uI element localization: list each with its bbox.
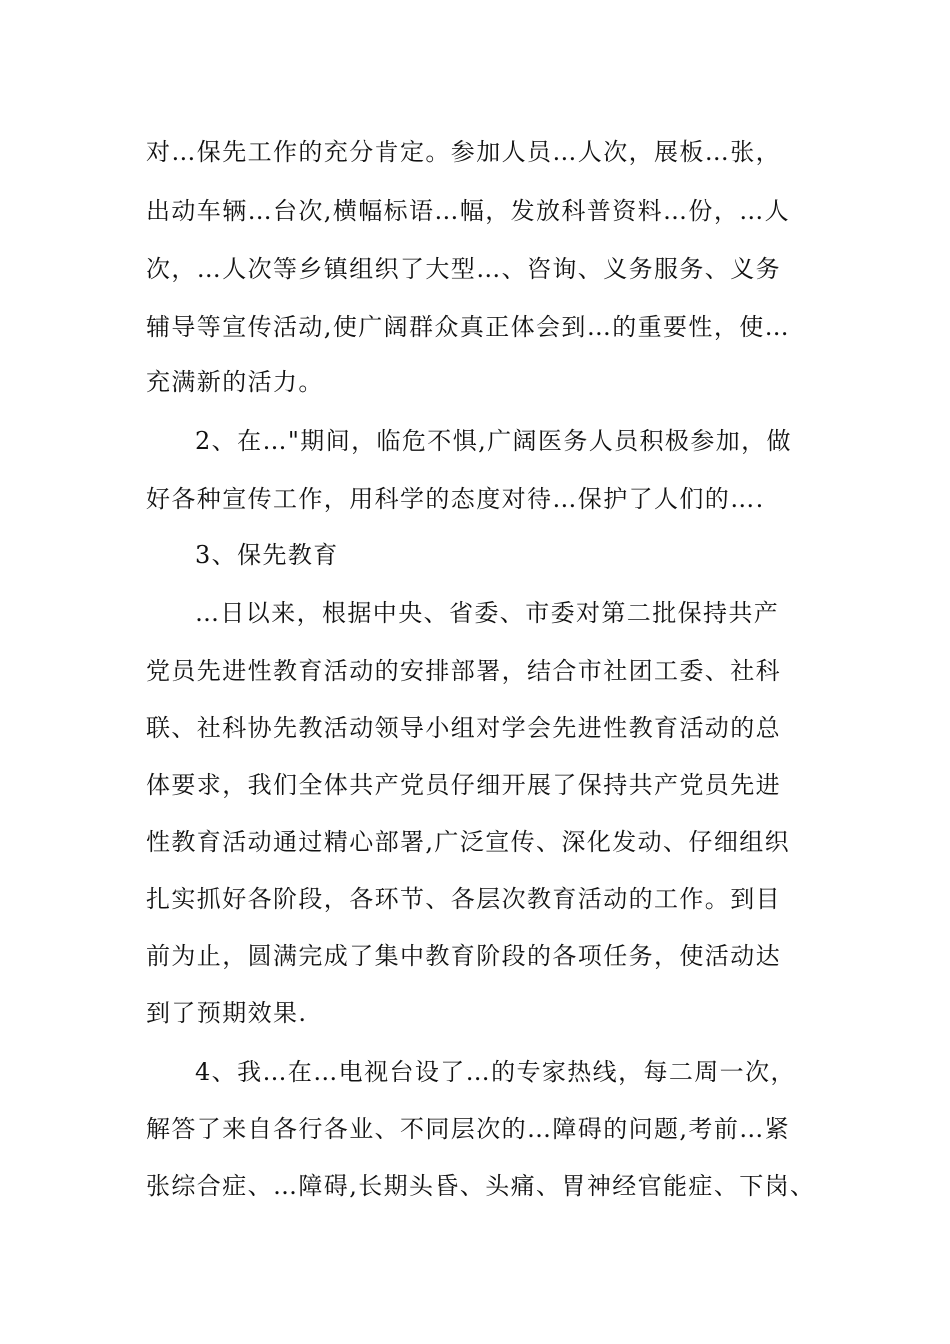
section-heading: 3、保先教育 (195, 541, 339, 569)
text-line: 4、我…在…电视台设了…的专家热线，每二周一次， (195, 1058, 796, 1086)
text-line: 到了预期效果. (146, 999, 308, 1027)
text-line: 联、社科协先教活动领导小组对学会先进性教育活动的总 (146, 714, 781, 742)
text-line: 好各种宣传工作，用科学的态度对待…保护了人们的…. (146, 485, 765, 513)
text-line: 2、在…"期间，临危不惧,广阔医务人员积极参加，做 (195, 427, 792, 455)
text-line: 张综合症、…障碍,长期头昏、头痛、胃神经官能症、下岗、 (146, 1172, 816, 1200)
text-line: 前为止，圆满完成了集中教育阶段的各项任务，使活动达 (146, 942, 781, 970)
text-line: 扎实抓好各阶段，各环节、各层次教育活动的工作。到目 (146, 885, 781, 913)
text-line: 解答了来自各行各业、不同层次的…障碍的问题,考前…紧 (146, 1115, 791, 1143)
text-line: 体要求，我们全体共产党员仔细开展了保持共产党员先进 (146, 771, 781, 799)
text-line: 辅导等宣传活动,使广阔群众真正体会到…的重要性，使… (146, 313, 791, 341)
text-line: …日以来，根据中央、省委、市委对第二批保持共产 (195, 599, 780, 627)
text-line: 出动车辆…台次,横幅标语…幅，发放科普资料…份，…人 (146, 197, 791, 225)
text-line: 次，…人次等乡镇组织了大型…、咨询、义务服务、义务 (146, 255, 781, 283)
text-line: 充满新的活力。 (146, 368, 324, 396)
text-line: 对…保先工作的充分肯定。参加人员…人次，展板…张， (146, 138, 781, 166)
text-line: 党员先进性教育活动的安排部署，结合市社团工委、社科 (146, 657, 781, 685)
text-line: 性教育活动通过精心部署,广泛宣传、深化发动、仔细组织 (146, 828, 791, 856)
